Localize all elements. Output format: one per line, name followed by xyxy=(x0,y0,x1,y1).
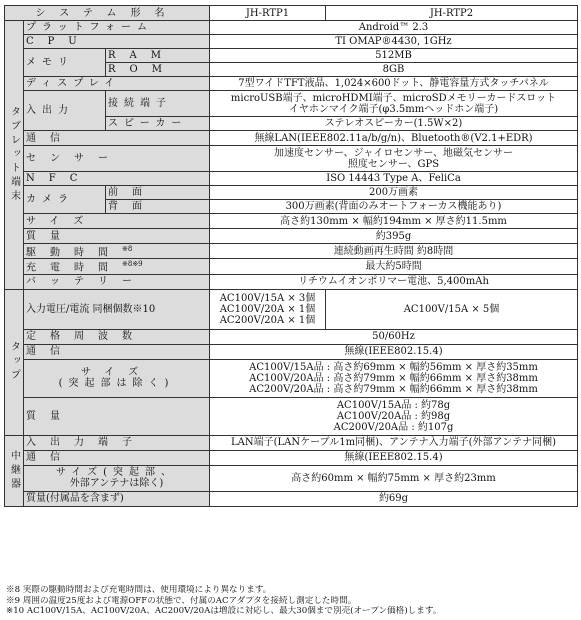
tap-input-rtp1-3: AC200V/20A × 1個 xyxy=(219,314,316,326)
tap-weight-v2: AC100V/20A品 : 約98g xyxy=(336,410,451,422)
tap-input-rtp1-2: AC100V/20A × 1個 xyxy=(219,303,316,315)
terminal-value-1: microUSB端子、microHDMI端子、microSDメモリーカードスロット xyxy=(230,92,557,104)
tap-size-v2: AC100V/20A品 : 高さ約79mm × 幅約66mm × 厚さ約38mm xyxy=(249,372,538,384)
tap-input-rtp1-1: AC100V/15A × 3個 xyxy=(219,292,316,304)
model-rtp1: JH-RTP1 xyxy=(210,6,326,21)
relay-size-value: 高さ約60mm × 幅約75mm × 厚さ約23mm xyxy=(210,465,578,491)
sensor-label: センサー xyxy=(24,146,210,172)
ram-label: RAM xyxy=(106,49,210,63)
io-label: 入出力 xyxy=(24,91,106,131)
weight-value: 約395g xyxy=(210,229,578,244)
comm-label: 通信 xyxy=(24,131,210,146)
footnote-10: ※10 AC100V/15A、AC100V/20A、AC200V/20Aは増設に対応し、最大30個まで別売(オープン価格)します。 xyxy=(6,606,442,616)
tap-weight-v1: AC100V/15A品 : 約78g xyxy=(336,399,451,411)
footnote-9: ※9 周囲の温度25度および電源OFFの状態で、付属のACアダプタを接続し測定した時間。 xyxy=(6,595,357,606)
camera-front-label: 前面 xyxy=(106,186,210,200)
camera-back-label: 背面 xyxy=(106,200,210,214)
drive-note: ※8 xyxy=(122,245,133,253)
tap-input-rtp2: AC100V/15A × 5個 xyxy=(326,289,578,329)
relay-weight-label: 質量(付属品を含まず) xyxy=(24,491,210,506)
cpu-value: TI OMAP®4430, 1GHz xyxy=(210,35,578,49)
tap-comm-label: 通信 xyxy=(24,344,210,359)
relay-io-value: LAN端子(LANケーブル1m同梱)、アンテナ入力端子(外部アンテナ同梱) xyxy=(210,435,578,450)
charge-label: 充電時間 xyxy=(26,262,122,274)
tap-size-sublabel: (突起部は除く) xyxy=(58,378,175,390)
relay-comm-label: 通信 xyxy=(24,450,210,465)
spec-table xyxy=(4,5,578,507)
terminal-label: 接続端子 xyxy=(106,91,210,117)
weight-label: 質量 xyxy=(24,229,210,244)
tap-input-label: 入力電圧/電流 同梱個数※10 xyxy=(24,289,210,329)
relay-size-sublabel: 外部アンテナは除く) xyxy=(69,478,164,490)
group-tap: タップ xyxy=(5,289,24,435)
rom-value: 8GB xyxy=(210,63,578,77)
relay-comm-value: 無線(IEEE802.15.4) xyxy=(210,450,578,465)
tap-size-label: サイズ xyxy=(80,367,153,379)
footnotes xyxy=(6,585,576,617)
tap-freq-value: 50/60Hz xyxy=(210,329,578,344)
tap-freq-label: 定格周波数 xyxy=(24,329,210,344)
header-row xyxy=(5,6,578,21)
tap-weight-v3: AC200V/20A品 : 約107g xyxy=(333,421,454,433)
tap-weight-label: 質量 xyxy=(24,397,210,435)
display-value: 7型ワイドTFT液晶、1,024×600ドット、静電容量方式タッチパネル xyxy=(210,77,578,91)
header-label: システム形名 xyxy=(5,6,210,21)
charge-note: ※8※9 xyxy=(122,260,143,269)
comm-value: 無線LAN(IEEE802.11a/b/g/n)、Bluetooth®(V2.1+EDR) xyxy=(210,131,578,146)
charge-value: 最大約5時間 xyxy=(210,259,578,274)
nfc-label: NFC xyxy=(24,172,210,186)
tap-comm-value: 無線(IEEE802.15.4) xyxy=(210,344,578,359)
drive-label: 駆動時間 xyxy=(26,247,122,259)
tap-size-v3: AC200V/20A品 : 高さ約79mm × 幅約66mm × 厚さ約38mm xyxy=(249,383,538,395)
drive-value: 連続動画再生時間 約8時間 xyxy=(210,244,578,259)
group-tablet: タブレット端末 xyxy=(5,21,24,290)
relay-io-label: 入出力端子 xyxy=(24,435,210,450)
sensor-value-2: 照度センサー、GPS xyxy=(347,158,440,170)
ram-value: 512MB xyxy=(210,49,578,63)
nfc-value: ISO 14443 Type A、FeliCa xyxy=(210,172,578,186)
camera-front-value: 200万画素 xyxy=(210,186,578,200)
size-label: サイズ xyxy=(24,214,210,229)
battery-label: バッテリー xyxy=(24,274,210,289)
tap-size-v1: AC100V/15A品 : 高さ約69mm × 幅約56mm × 厚さ約35mm xyxy=(249,361,538,373)
memory-label: メモリ xyxy=(24,49,106,77)
display-label: ディスプレイ xyxy=(24,77,210,91)
camera-label: カメラ xyxy=(24,186,106,214)
footnote-8: ※8 実際の駆動時間および充電時間は、使用環境により異なります。 xyxy=(6,585,272,595)
terminal-value-2: イヤホンマイク端子(φ3.5mmヘッドホン端子) xyxy=(288,103,499,115)
platform-label: プラットフォーム xyxy=(24,21,210,35)
group-relay: 中継器 xyxy=(5,435,24,506)
platform-value: Android™ 2.3 xyxy=(210,21,578,35)
rom-label: ROM xyxy=(106,63,210,77)
speaker-value: ステレオスピーカー(1.5W×2) xyxy=(210,117,578,131)
camera-back-value: 300万画素(背面のみオートフォーカス機能あり) xyxy=(210,200,578,214)
relay-weight-value: 約69g xyxy=(210,491,578,506)
battery-value: リチウムイオンポリマー電池、5,400mAh xyxy=(210,274,578,289)
speaker-label: スピーカー xyxy=(106,117,210,131)
size-value: 高さ約130mm × 幅約194mm × 厚さ約11.5mm xyxy=(210,214,578,229)
cpu-label: CPU xyxy=(24,35,210,49)
relay-size-label: サイズ(突起部、 xyxy=(55,467,178,479)
model-rtp2: JH-RTP2 xyxy=(326,6,578,21)
sensor-value-1: 加速度センサー、ジャイロセンサー、地磁気センサー xyxy=(274,147,514,159)
